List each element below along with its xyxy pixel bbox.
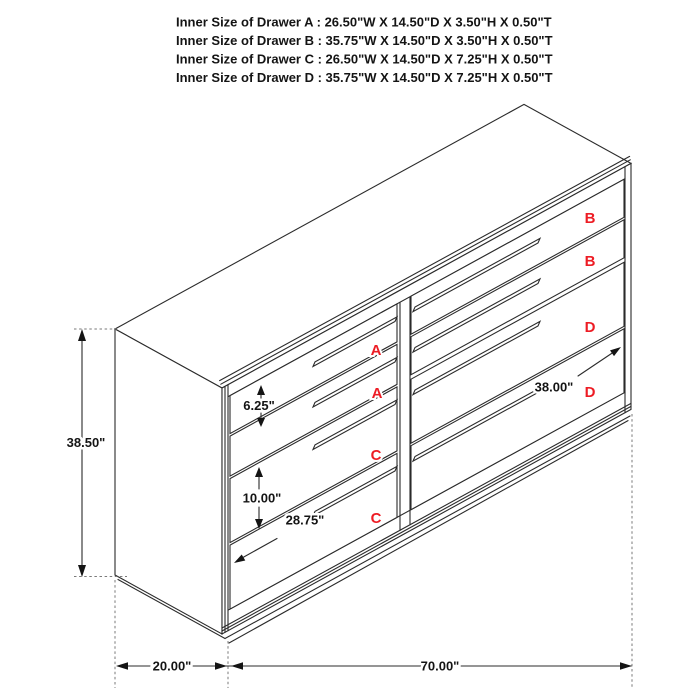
drawer-label-a2: A: [371, 385, 383, 402]
title-block: [176, 15, 553, 86]
drawer-d-size-text: Inner Size of Drawer D : 35.75"W X 14.50"D X 7.25"H X 0.50"T: [176, 70, 553, 85]
arrowhead-right-icon: [620, 662, 632, 670]
drawer-b-size-text: Inner Size of Drawer B : 35.75"W X 14.50"D X 3.50"H X 0.50"T: [176, 33, 553, 48]
arrowhead-right-icon: [215, 662, 227, 670]
depth-value: 20.00": [152, 658, 192, 674]
drawer-label-c1: C: [370, 447, 382, 464]
arrowhead-up-icon: [78, 329, 86, 341]
drawer-label-b2: B: [584, 253, 596, 270]
drawer-label-d2: D: [584, 384, 596, 401]
drawer-c-size-text: Inner Size of Drawer C : 26.50"W X 14.50"D X 7.25"H X 0.50"T: [176, 51, 553, 67]
drawer-a-size-text: Inner Size of Drawer A : 26.50"W X 14.50"D X 3.50"H X 0.50"T: [176, 14, 552, 30]
drawer-c-height-value: 10.00": [242, 490, 282, 506]
drawer-a-height-value: 6.25": [243, 398, 275, 413]
overall-height-value: 38.50": [66, 435, 106, 450]
drawer-label-c2: C: [370, 510, 382, 527]
right-drawers-width-value: 38.00": [534, 379, 574, 395]
arrowhead-left-icon: [231, 662, 243, 670]
overall-width-value: 70.00": [420, 658, 460, 674]
dresser-drawing: [115, 104, 631, 643]
drawer-label-a1: A: [370, 342, 382, 359]
arrowhead-left-icon: [116, 662, 128, 670]
drawer-label-d1: D: [584, 319, 596, 336]
left-drawers-width-value: 28.75": [285, 512, 325, 528]
drawer-label-b1: B: [584, 210, 596, 227]
arrowhead-down-icon: [78, 565, 86, 577]
